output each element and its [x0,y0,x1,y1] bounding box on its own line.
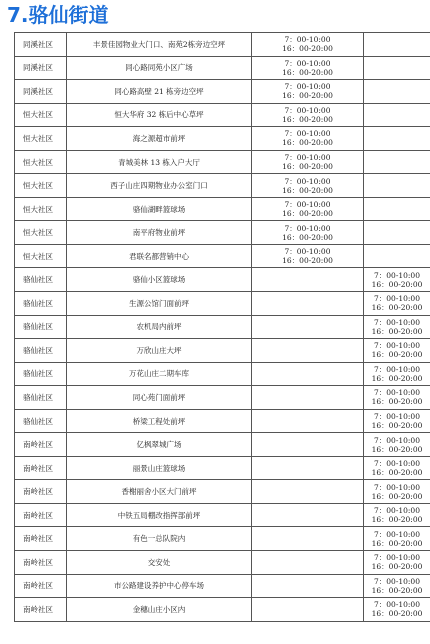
time-cell [364,127,430,151]
time-cell [252,244,364,268]
morning-time: 7：00-10:00 [284,176,331,186]
time-cell [252,551,364,575]
time-cell [364,56,430,80]
afternoon-time: 16：00-20:00 [282,91,333,101]
time-cell [252,503,364,527]
location-cell: 丽景山庄篮球场 [67,456,252,480]
location-cell: 生源公馆门面前坪 [67,292,252,316]
community-cell: 南岭社区 [15,503,67,527]
location-cell: 万花山庄二期车库 [67,362,252,386]
table-row [15,409,430,433]
community-cell: 南岭社区 [15,456,67,480]
morning-time: 7：00-10:00 [374,600,420,610]
time-cell [364,551,430,575]
time-cell [364,292,430,316]
table-row [15,197,430,221]
time-cell [364,315,430,339]
community-cell: 骆仙社区 [15,339,67,363]
time-cell [252,480,364,504]
time-cell [252,80,364,104]
afternoon-time: 16：00-20:00 [371,585,423,595]
time-cell [252,339,364,363]
afternoon-time: 16：00-20:00 [282,232,333,242]
table-row [15,150,430,174]
morning-time: 7：00-10:00 [284,58,331,68]
time-cell [252,221,364,245]
afternoon-time: 16：00-20:00 [282,67,333,77]
location-cell: 同心苑门面前坪 [67,386,252,410]
location-cell: 恒大华府 32 栋后中心草坪 [67,103,252,127]
afternoon-time: 16：00-20:00 [282,114,333,124]
afternoon-time: 16：00-20:00 [371,515,423,525]
community-cell: 南岭社区 [15,480,67,504]
community-cell: 南岭社区 [15,574,67,598]
morning-time: 7：00-10:00 [374,553,420,563]
location-cell: 有色一总队院内 [67,527,252,551]
time-cell [364,456,430,480]
time-cell [364,503,430,527]
community-cell: 骆仙社区 [15,386,67,410]
community-cell: 骆仙社区 [15,409,67,433]
table-row [15,33,430,57]
afternoon-time: 16：00-20:00 [371,279,423,289]
morning-time: 7：00-10:00 [284,223,331,233]
time-cell [364,33,430,57]
table-row [15,174,430,198]
location-cell: 同心路高壁 21 栋旁边空坪 [67,80,252,104]
location-cell: 南平府物业前坪 [67,221,252,245]
community-cell: 同溪社区 [15,56,67,80]
table-row [15,386,430,410]
page-title: 7.骆仙街道 [7,3,109,27]
morning-time: 7：00-10:00 [374,364,420,374]
table-row [15,433,430,457]
location-cell: 君联名都营销中心 [67,244,252,268]
table-row [15,456,430,480]
location-cell: 金穗山庄小区内 [67,598,252,622]
community-cell: 恒大社区 [15,174,67,198]
morning-time: 7：00-10:00 [374,435,420,445]
location-cell: 海之源超市前坪 [67,127,252,151]
morning-time: 7：00-10:00 [374,412,420,422]
time-cell [364,80,430,104]
community-cell: 骆仙社区 [15,292,67,316]
morning-time: 7：00-10:00 [374,388,420,398]
community-cell: 恒大社区 [15,103,67,127]
afternoon-time: 16：00-20:00 [371,350,423,360]
time-cell [252,386,364,410]
afternoon-time: 16：00-20:00 [371,538,423,548]
community-cell: 同溪社区 [15,80,67,104]
time-cell [252,197,364,221]
time-cell [364,598,430,622]
community-cell: 同溪社区 [15,33,67,57]
table-row [15,103,430,127]
time-cell [364,150,430,174]
time-cell [252,33,364,57]
afternoon-time: 16：00-20:00 [282,138,333,148]
time-cell [252,456,364,480]
time-cell [252,598,364,622]
afternoon-time: 16：00-20:00 [371,303,423,313]
time-cell [364,386,430,410]
afternoon-time: 16：00-20:00 [282,162,333,171]
location-cell: 万欣山庄大坪 [67,339,252,363]
time-cell [252,433,364,457]
community-cell: 南岭社区 [15,527,67,551]
time-cell [252,174,364,198]
afternoon-time: 16：00-20:00 [371,491,423,501]
table-row [15,551,430,575]
community-cell: 骆仙社区 [15,362,67,386]
community-cell: 南岭社区 [15,433,67,457]
community-cell: 恒大社区 [15,244,67,268]
time-cell [364,174,430,198]
afternoon-time: 16：00-20:00 [282,44,333,54]
morning-time: 7：00-10:00 [284,153,331,162]
community-cell: 南岭社区 [15,551,67,575]
time-cell [364,574,430,598]
afternoon-time: 16：00-20:00 [371,444,423,454]
morning-time: 7：00-10:00 [374,270,420,280]
time-cell [364,103,430,127]
schedule-table-body [15,33,430,622]
time-cell [252,103,364,127]
location-cell: 青城美林 13 栋入户大厅 [67,150,252,174]
time-cell [252,362,364,386]
location-cell: 骆仙湖畔篮球场 [67,197,252,221]
time-cell [364,409,430,433]
location-cell: 丰景佳园物业大门口、南苑2栋旁边空坪 [67,33,252,57]
table-row [15,503,430,527]
time-cell [252,292,364,316]
community-cell: 恒大社区 [15,221,67,245]
afternoon-time: 16：00-20:00 [371,562,423,572]
morning-time: 7：00-10:00 [374,529,420,539]
table-row [15,268,430,292]
community-cell: 恒大社区 [15,197,67,221]
table-row [15,574,430,598]
table-row [15,527,430,551]
time-cell [364,221,430,245]
time-cell [252,150,364,174]
table-row [15,362,430,386]
location-cell: 市公路建设养护中心停车场 [67,574,252,598]
schedule-table [14,32,430,622]
afternoon-time: 16：00-20:00 [371,397,423,407]
location-cell: 西子山庄四期物业办公室门口 [67,174,252,198]
table-row [15,80,430,104]
afternoon-time: 16：00-20:00 [371,468,423,478]
afternoon-time: 16：00-20:00 [282,209,333,219]
table-row [15,339,430,363]
afternoon-time: 16：00-20:00 [371,326,423,336]
morning-time: 7：00-10:00 [374,317,420,327]
time-cell [364,268,430,292]
location-cell: 交安处 [67,551,252,575]
table-row [15,480,430,504]
table-row [15,292,430,316]
community-cell: 骆仙社区 [15,268,67,292]
community-cell: 恒大社区 [15,150,67,174]
location-cell: 农机局内前坪 [67,315,252,339]
table-row [15,598,430,622]
morning-time: 7：00-10:00 [374,459,420,469]
table-row [15,127,430,151]
morning-time: 7：00-10:00 [284,129,331,139]
afternoon-time: 16：00-20:00 [371,373,423,383]
morning-time: 7：00-10:00 [284,82,331,92]
afternoon-time: 16：00-20:00 [282,185,333,195]
afternoon-time: 16：00-20:00 [371,421,423,431]
morning-time: 7：00-10:00 [284,200,331,210]
time-cell [364,480,430,504]
time-cell [252,127,364,151]
location-cell: 同心路同苑小区广场 [67,56,252,80]
time-cell [252,574,364,598]
afternoon-time: 16：00-20:00 [371,609,423,619]
table-row [15,315,430,339]
morning-time: 7：00-10:00 [374,482,420,492]
time-cell [252,56,364,80]
morning-time: 7：00-10:00 [374,341,420,351]
community-cell: 骆仙社区 [15,315,67,339]
community-cell: 南岭社区 [15,598,67,622]
table-row [15,221,430,245]
morning-time: 7：00-10:00 [374,506,420,516]
morning-time: 7：00-10:00 [374,294,420,304]
morning-time: 7：00-10:00 [284,247,331,257]
location-cell: 骆仙小区篮球场 [67,268,252,292]
morning-time: 7：00-10:00 [374,576,420,586]
time-cell [364,339,430,363]
afternoon-time: 16：00-20:00 [282,256,333,266]
time-cell [364,527,430,551]
time-cell [364,362,430,386]
morning-time: 7：00-10:00 [284,105,331,115]
location-cell: 桥梁工程处前坪 [67,409,252,433]
time-cell [252,409,364,433]
location-cell: 香榭丽舍小区大门前坪 [67,480,252,504]
time-cell [252,268,364,292]
time-cell [364,433,430,457]
community-cell: 恒大社区 [15,127,67,151]
time-cell [252,527,364,551]
time-cell [252,315,364,339]
location-cell: 中铁五局棚改指挥部前坪 [67,503,252,527]
table-row [15,244,430,268]
time-cell [364,197,430,221]
table-row [15,56,430,80]
time-cell [364,244,430,268]
morning-time: 7：00-10:00 [284,35,331,45]
location-cell: 亿枫翠城广场 [67,433,252,457]
